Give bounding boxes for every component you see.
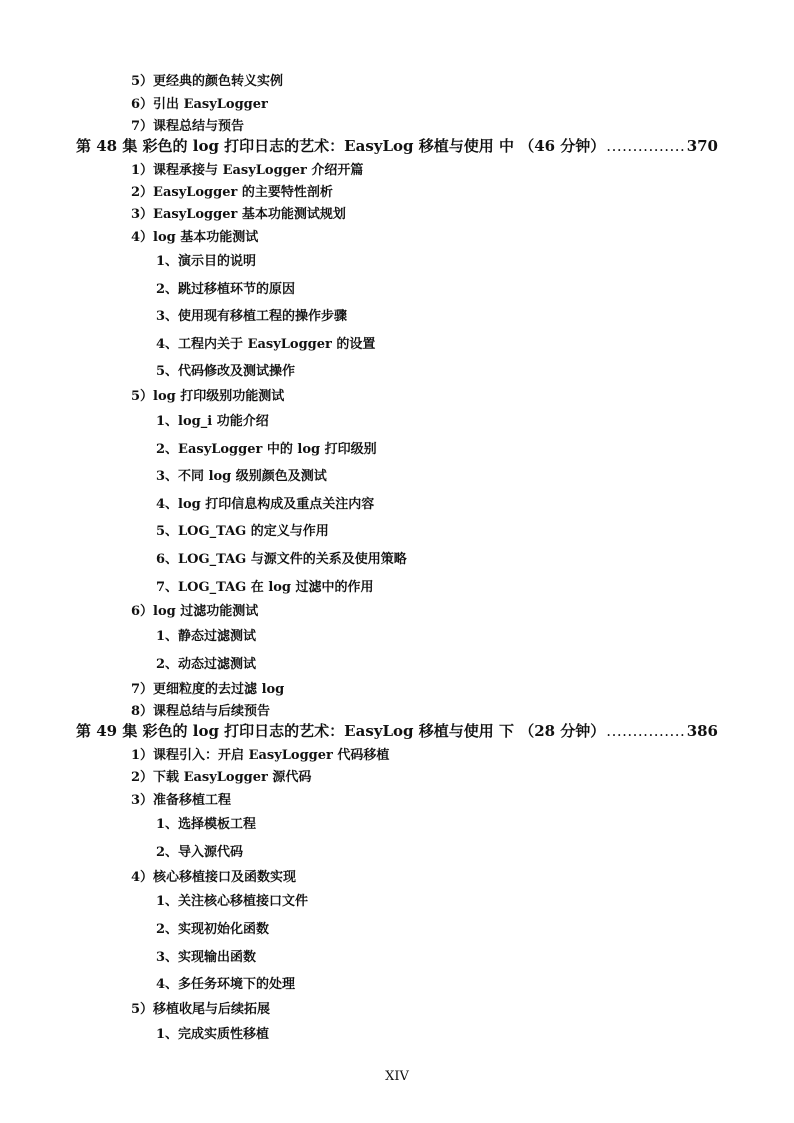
toc-entry: 6）log 过滤功能测试	[131, 604, 259, 619]
toc-subentry: 2、导入源代码	[156, 845, 244, 860]
toc-subentry: 1、完成实质性移植	[156, 1027, 270, 1042]
toc-entry: 4）核心移植接口及函数实现	[131, 870, 297, 885]
toc-entry: 2）EasyLogger 的主要特性剖析	[131, 185, 333, 200]
toc-entry: 7）更细粒度的去过滤 log	[131, 682, 285, 697]
toc-subentry: 2、动态过滤测试	[156, 657, 257, 672]
toc-entry: 5）移植收尾与后续拓展	[131, 1002, 271, 1017]
toc-entry: 8）课程总结与后续预告	[131, 704, 271, 719]
toc-entry: 3）EasyLogger 基本功能测试规划	[131, 207, 346, 222]
toc-subentry: 4、多任务环境下的处理	[156, 977, 296, 992]
chapter-page-number: 370	[686, 137, 718, 155]
toc-entry: 5）log 打印级别功能测试	[131, 389, 285, 404]
toc-entry: 1）课程引入：开启 EasyLogger 代码移植	[131, 748, 390, 763]
toc-entry: 6）引出 EasyLogger	[131, 97, 268, 112]
toc-subentry: 1、静态过滤测试	[156, 629, 257, 644]
toc-subentry: 7、LOG_TAG 在 log 过滤中的作用	[156, 580, 374, 595]
toc-entry: 5）更经典的颜色转义实例	[131, 74, 284, 89]
toc-subentry: 4、log 打印信息构成及重点关注内容	[156, 497, 375, 512]
toc-entry: 3）准备移植工程	[131, 793, 232, 808]
toc-subentry: 2、跳过移植环节的原因	[156, 282, 296, 297]
dot-leader	[606, 137, 685, 155]
toc-subentry: 3、实现输出函数	[156, 950, 257, 965]
toc-subentry: 2、EasyLogger 中的 log 打印级别	[156, 442, 377, 457]
toc-subentry: 3、使用现有移植工程的操作步骤	[156, 309, 348, 324]
toc-subentry: 1、log_i 功能介绍	[156, 414, 269, 429]
toc-entry: 7）课程总结与预告	[131, 119, 245, 134]
chapter-heading-49	[76, 720, 718, 741]
chapter-title: 第 48 集 彩色的 log 打印日志的艺术：EasyLog 移植与使用 中 （46 分钟）	[76, 137, 606, 155]
chapter-heading-48	[76, 135, 718, 156]
toc-entry: 1）课程承接与 EasyLogger 介绍开篇	[131, 163, 364, 178]
toc-entry: 2）下载 EasyLogger 源代码	[131, 770, 312, 785]
toc-subentry: 4、工程内关于 EasyLogger 的设置	[156, 337, 376, 352]
page-number-footer: XIV	[385, 1069, 409, 1084]
toc-subentry: 3、不同 log 级别颜色及测试	[156, 469, 327, 484]
dot-leader	[606, 722, 685, 740]
chapter-title: 第 49 集 彩色的 log 打印日志的艺术：EasyLog 移植与使用 下 （28 分钟）	[76, 722, 606, 740]
toc-subentry: 1、关注核心移植接口文件	[156, 894, 309, 909]
toc-entry: 4）log 基本功能测试	[131, 230, 259, 245]
toc-subentry: 6、LOG_TAG 与源文件的关系及使用策略	[156, 552, 407, 567]
toc-subentry: 1、演示目的说明	[156, 254, 257, 269]
toc-subentry: 2、实现初始化函数	[156, 922, 270, 937]
toc-subentry: 1、选择模板工程	[156, 817, 257, 832]
toc-subentry: 5、LOG_TAG 的定义与作用	[156, 524, 329, 539]
toc-subentry: 5、代码修改及测试操作	[156, 364, 296, 379]
chapter-page-number: 386	[686, 722, 718, 740]
